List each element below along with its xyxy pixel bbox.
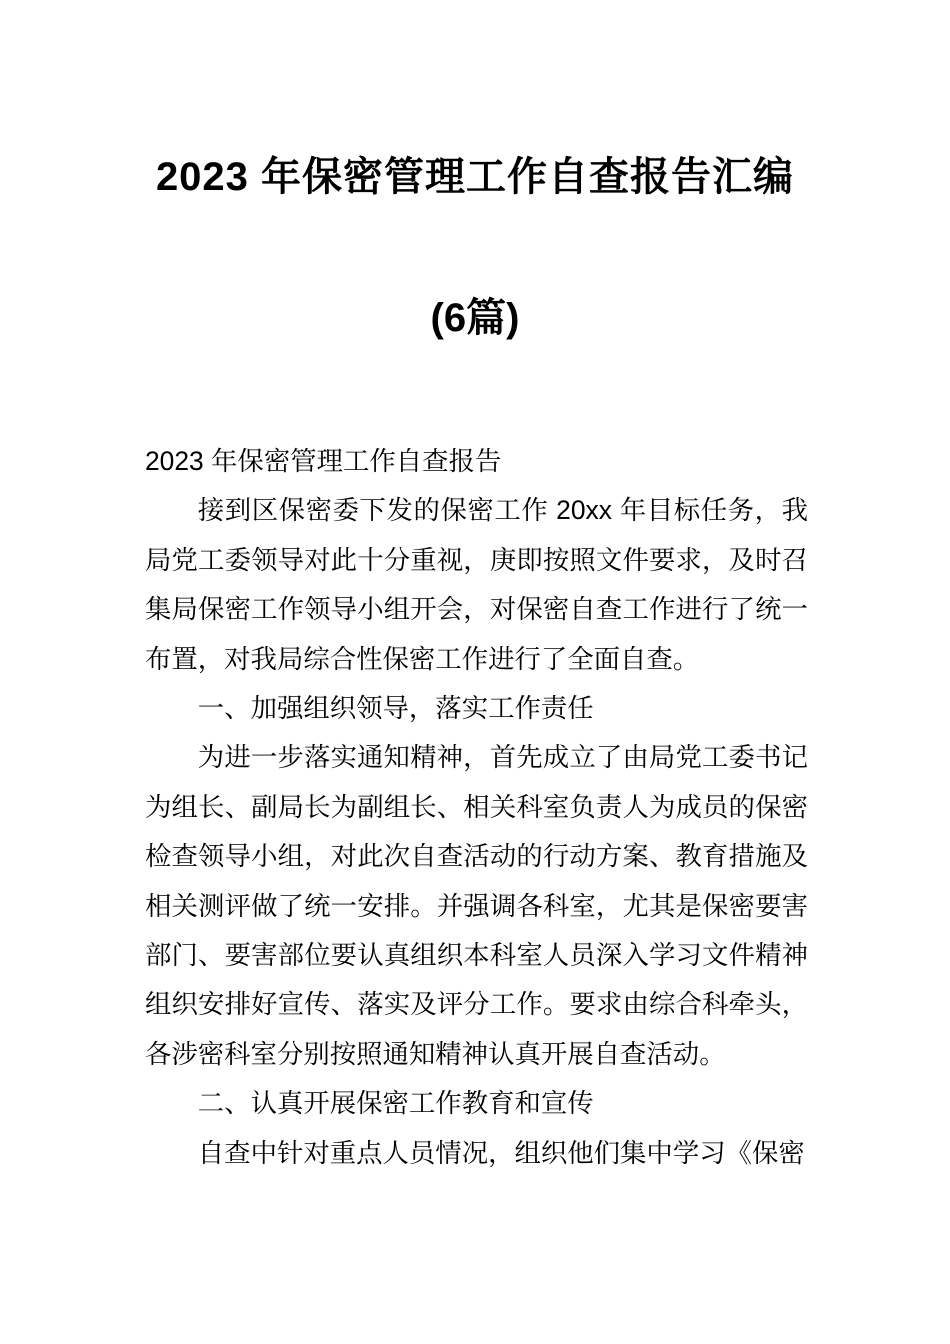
- document-subtitle: (6篇): [430, 296, 520, 340]
- section-heading-2: 二、认真开展保密工作教育和宣传: [197, 1088, 594, 1119]
- paragraph: 自查中针对重点人员情况，组织他们集中学习《保密: [197, 1137, 805, 1168]
- section-heading-1: 一、加强组织领导，落实工作责任: [197, 693, 594, 724]
- document-body: [145, 437, 808, 1178]
- paragraph: 为进一步落实通知精神，首先成立了由局党工委书记为组长、副局长为副组长、相关科室负责人为成员的保密检查领导小组，对此次自查活动的行动方案、教育措施及相关测评做了统一安排。并强调各科室，尤其是保密要害部门、要害部位要认真组织本科室人员深入学习文件精神组织安排好宣传、落实及评分工作。要求由综合科牵头，各涉密科室分别按照通知精神认真开展自查活动。: [145, 742, 808, 1069]
- paragraph: 接到区保密委下发的保密工作 20xx 年目标任务，我局党工委领导对此十分重视，庚即按照文件要求，及时召集局保密工作领导小组开会，对保密自查工作进行了统一布置，对我局综合性保密工作进行了全面自查。: [145, 495, 808, 674]
- report-heading: 2023 年保密管理工作自查报告: [145, 446, 502, 476]
- document-title: 2023 年保密管理工作自查报告汇编: [155, 155, 795, 199]
